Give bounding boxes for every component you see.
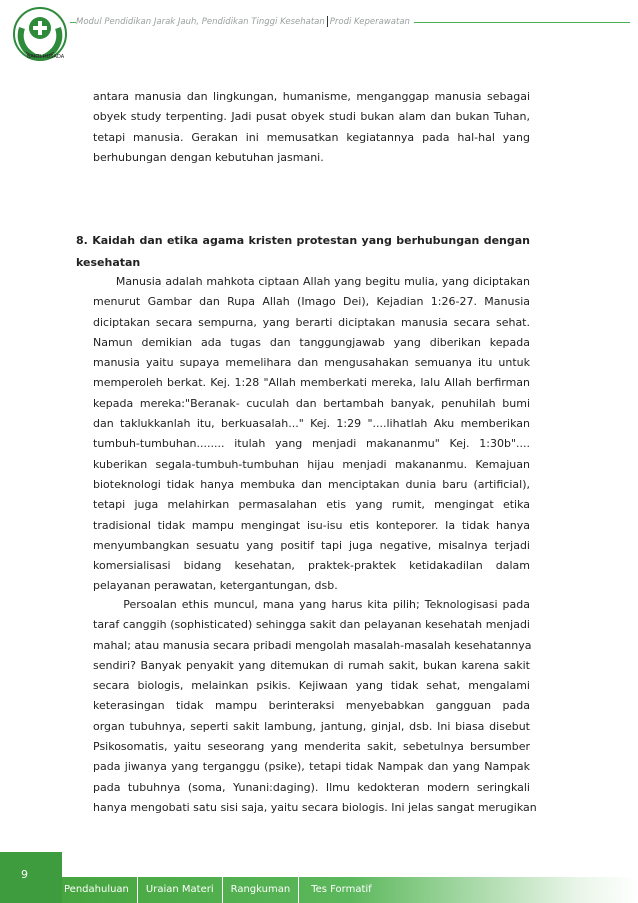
footer-nav: [62, 877, 380, 903]
text-line: pada tubuhnya (soma, Yunani:daging). Ilmu kedokteran modern seringkali: [93, 780, 530, 794]
page-number-box: [0, 852, 62, 903]
running-header: [76, 16, 414, 27]
text-line: manusia yaitu supaya memelihara dan mengusahakan semuanya itu untuk: [93, 356, 530, 370]
text-line: organ tubuhnya, seperti sakit lambung, jantung, ginjal, dsb. Ini biasa disebut: [93, 719, 530, 733]
text-line: obyek study terpenting. Jadi pusat obyek studi bukan alam dan bukan Tuhan,: [93, 110, 530, 124]
nav-uraian-materi[interactable]: Uraian Materi: [138, 877, 223, 903]
text-line: sendiri? Banyak penyakit yang ditemukan di rumah sakit, bukan karena sakit: [93, 658, 530, 672]
text-line: pelayanan perawatan, ketergantungan, dsb.: [93, 579, 338, 593]
text-line: menurut Gambar dan Rupa Allah (Imago Dei), Kejadian 1:26-27. Manusia: [93, 295, 530, 309]
text-line: kuberikan segala-tumbuh-tumbuhan hijau menjadi makananmu. Kemajuan: [93, 457, 530, 471]
text-line: diciptakan secara sempurna, yang berarti diciptakan manusia secara sehat.: [93, 315, 530, 329]
header-module-title: Modul Pendidikan Jarak Jauh, Pendidikan Tinggi Kesehatan: [76, 17, 325, 27]
section-heading-8: [76, 230, 530, 274]
paragraph-2: [93, 272, 530, 597]
text-line: Namun demikian ada tugas dan tanggungjawab yang diberikan kepada: [93, 335, 530, 349]
text-line: kepada mereka:"Beranak- cuculah dan bertambah banyak, penuhilah bumi: [93, 396, 530, 410]
header-program-title: Prodi Keperawatan: [329, 17, 410, 27]
heading-line: kesehatan: [76, 256, 141, 269]
text-line: memperoleh berkat. Kej. 1:28 "Allah memberkati mereka, lalu Allah berfirman: [93, 376, 530, 390]
nav-tes-formatif[interactable]: Tes Formatif: [311, 884, 372, 895]
heading-line: 8. Kaidah dan etika agama kristen protestan yang berhubungan dengan: [76, 234, 530, 247]
text-line: Psikosomatis, yaitu seseorang yang menderita sakit, sebetulnya bersumber: [93, 740, 530, 754]
text-line: komersialisasi bidang kesehatan, praktek-praktek ketidakadilan dalam: [93, 559, 530, 573]
text-line: bioteknologi tidak hanya membuka dan menciptakan dunia baru (artificial),: [93, 477, 530, 491]
text-line: tradisional tidak mampu mengingat isu-isu etis konteporer. Ia tidak hanya: [93, 518, 530, 532]
paragraph-1: [93, 87, 530, 168]
text-line: mahal; atau manusia secara pribadi mengolah masalah-masalah kesehatannya: [93, 638, 532, 652]
text-line: Manusia adalah mahkota ciptaan Allah yang begitu mulia, yang diciptakan: [93, 275, 530, 288]
bakti-husada-logo: [12, 6, 68, 62]
logo-text: BAKTI HUSADA: [27, 54, 65, 60]
text-line: secara biologis, melainkan psikis. Kejiwaan yang tidak sehat, mengalami: [93, 679, 530, 693]
text-line: hanya mengobati satu sisi saja, yaitu secara biologis. Ini jelas sangat merugikan: [93, 800, 537, 814]
text-line: pada jiwanya yang terganggu (psike), tetapi tidak Nampak dan yang Nampak: [93, 760, 530, 774]
paragraph-3: [93, 595, 537, 818]
text-line: antara manusia dan lingkungan, humanisme, menganggap manusia sebagai: [93, 90, 530, 103]
text-line: keterasingan tidak mampu berinteraksi menyebabkan gangguan pada: [93, 699, 530, 713]
text-line: dan taklukkanlah itu, berkuasalah..." Kej. 1:29 "....lihatlah Aku memberikan: [93, 417, 530, 431]
page-number: 9: [21, 868, 28, 881]
text-line: menyumbangkan sesuatu yang positif tapi juga negative, misalnya terjadi: [93, 538, 530, 552]
text-line: taraf canggih (sophisticated) sehingga sakit dan pelayanan kesehatah menjadi: [93, 618, 530, 632]
header-separator: [327, 16, 328, 27]
text-line: tetapi juga melahirkan permasalahan etis yang rumit, mengingat etika: [93, 498, 530, 512]
nav-pendahuluan[interactable]: Pendahuluan: [62, 877, 138, 903]
text-line: Persoalan ethis muncul, mana yang harus kita pilih; Teknologisasi pada: [93, 598, 530, 611]
text-line: tetapi manusia. Gerakan ini memusatkan kegiatannya pada hal-hal yang: [93, 130, 530, 144]
text-line: tumbuh-tumbuhan........ itulah yang menjadi makananmu" Kej. 1:30b"....: [93, 437, 530, 451]
text-line: berhubungan dengan kebutuhan jasmani.: [93, 150, 324, 164]
nav-rangkuman[interactable]: Rangkuman: [223, 877, 300, 903]
